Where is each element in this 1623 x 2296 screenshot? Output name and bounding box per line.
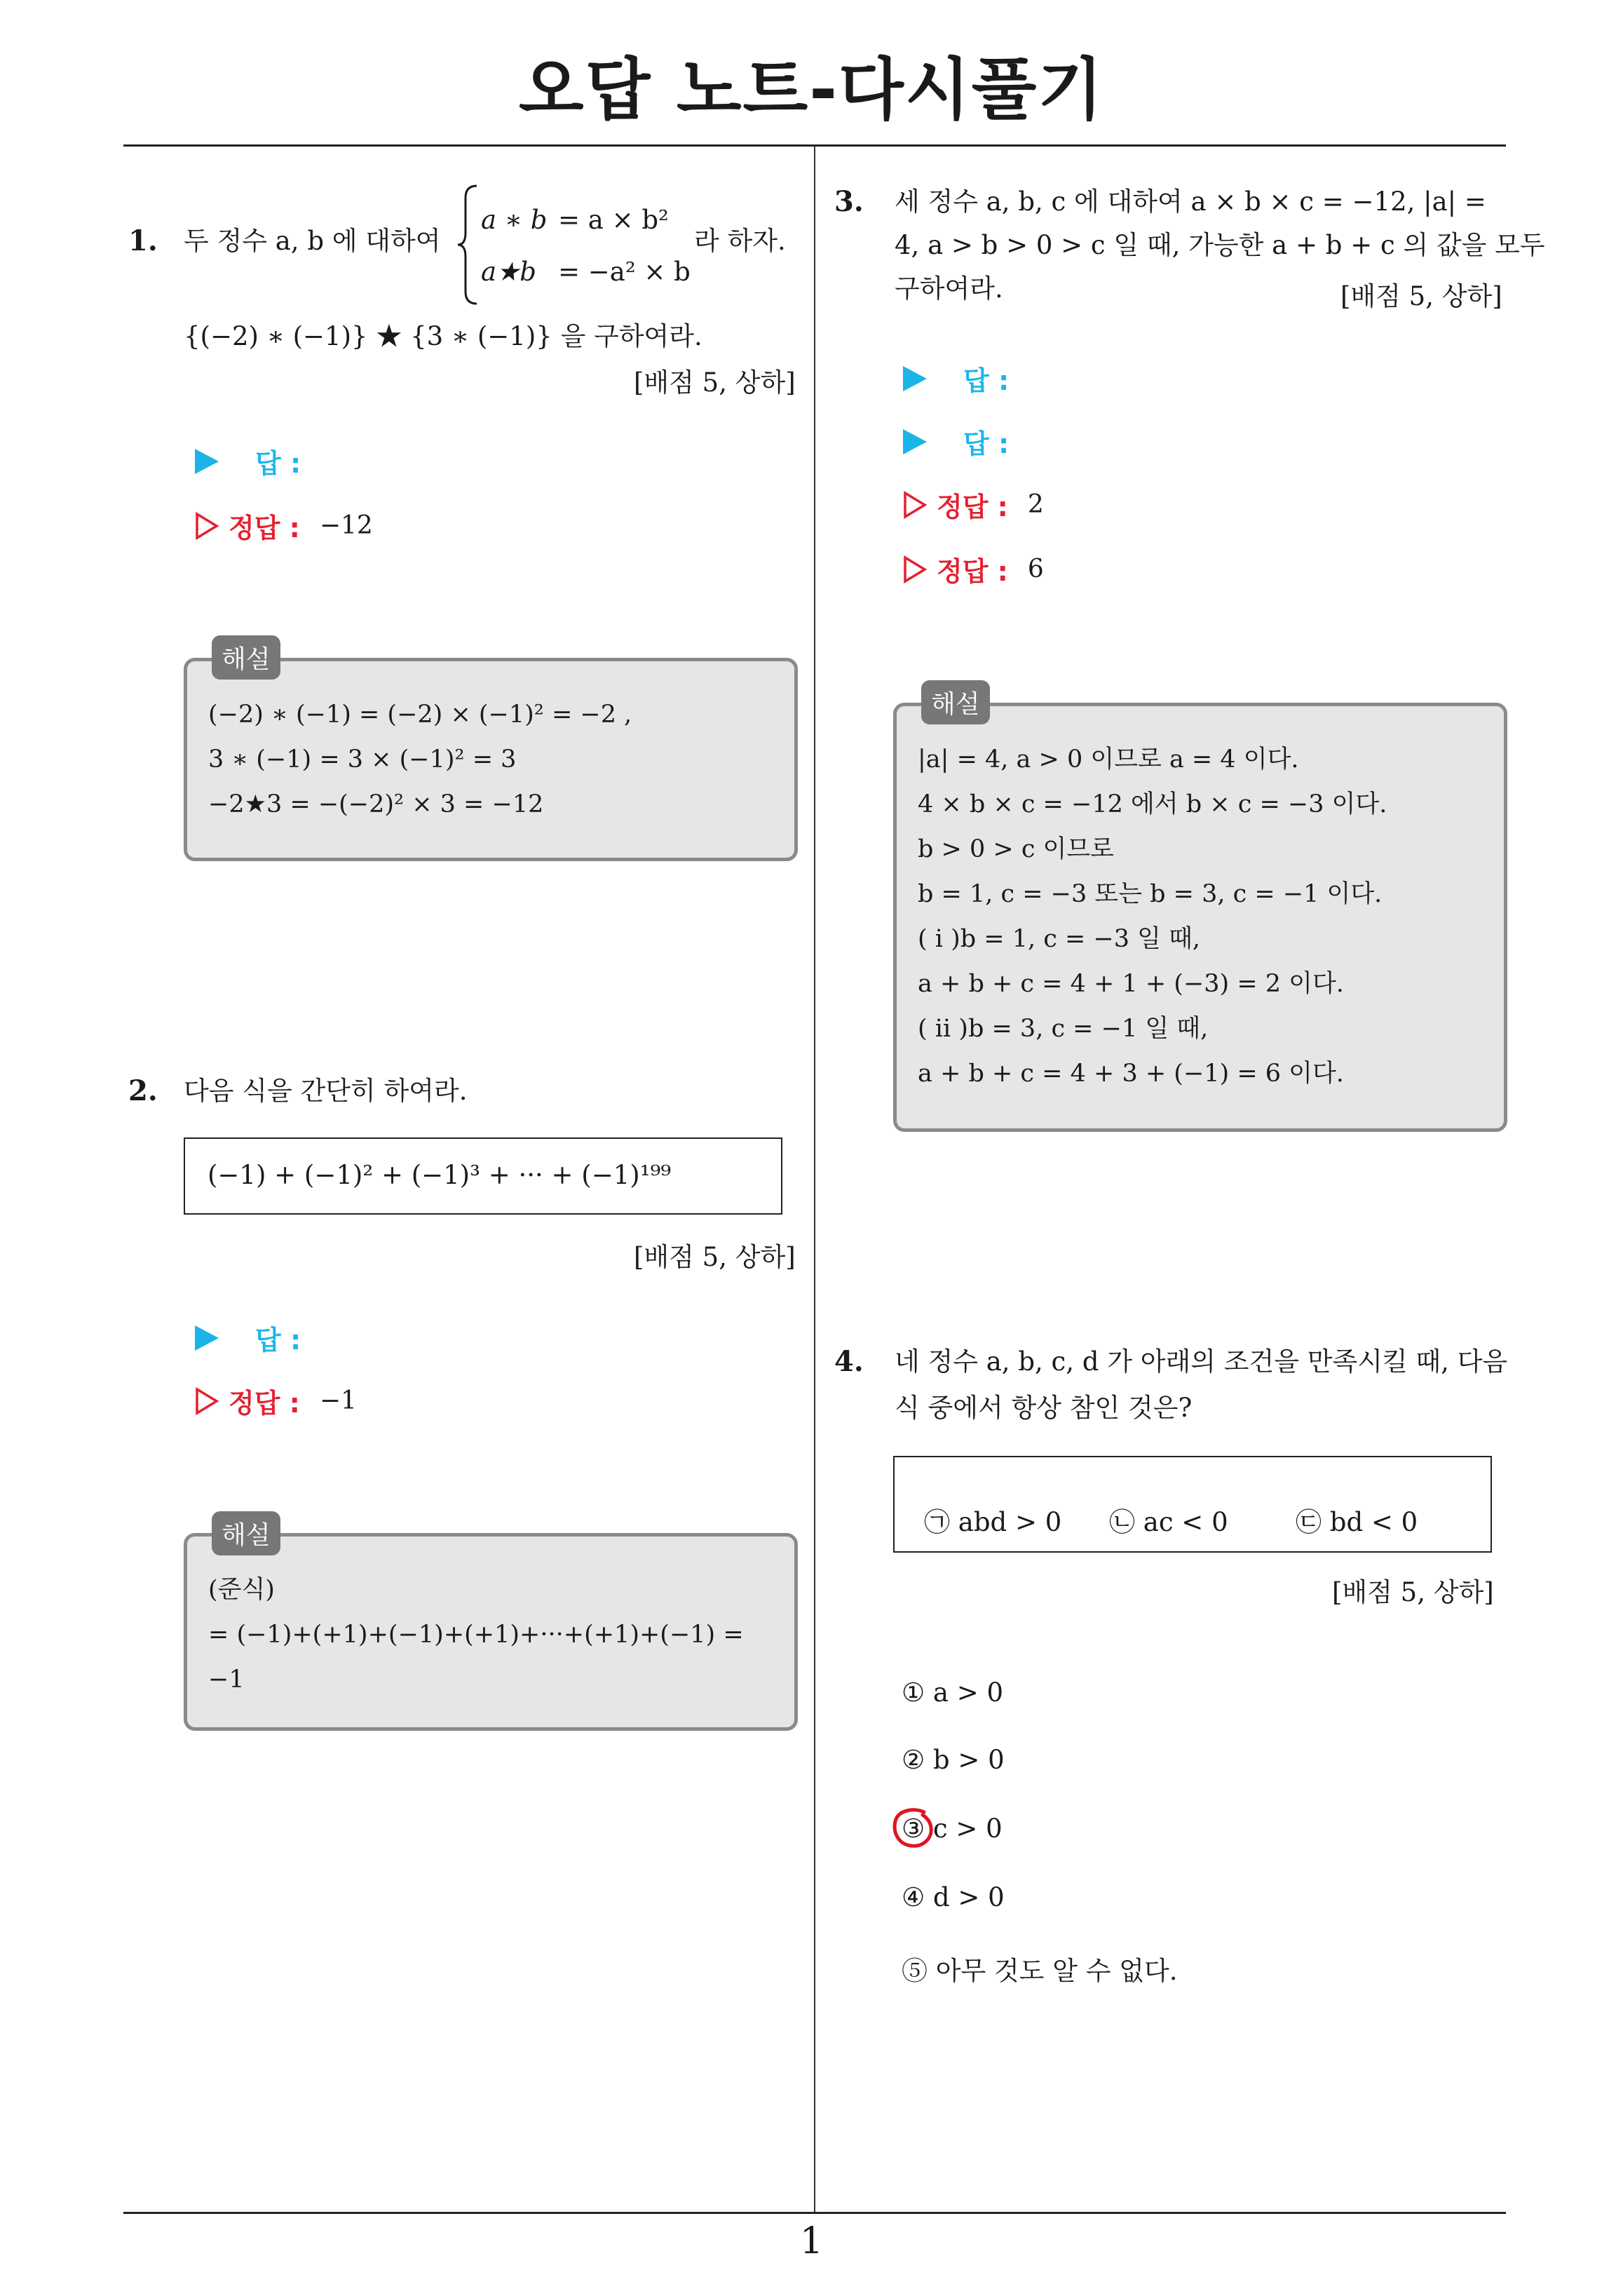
marked-circle-icon [890, 1807, 937, 1850]
solution-line: ( ii )b = 3, c = −1 일 때, [918, 1015, 1209, 1043]
solution-box [893, 703, 1507, 1132]
solution-line: (−2) ∗ (−1) = (−2) × (−1)² = −2 , [208, 701, 632, 729]
outline-marker-icon [903, 491, 927, 519]
answer-row [195, 1318, 301, 1357]
choice-2[interactable]: ② b > 0 [902, 1745, 1005, 1775]
solution-line: 4 × b × c = −12 에서 b × c = −3 이다. [918, 790, 1387, 818]
answer-label: 답 : [963, 365, 1010, 396]
solution-box [184, 1533, 798, 1731]
correct-answer-row [195, 1382, 357, 1420]
question-text: 네 정수 a, b, c, d 가 아래의 조건을 만족시킬 때, 다음 [895, 1346, 1508, 1377]
play-marker-icon [195, 1325, 219, 1351]
question-text: 식 중에서 항상 참인 것은? [895, 1393, 1193, 1423]
correct-answer-row [903, 550, 1044, 588]
score-meta: [배점 5, 상하] [1340, 281, 1502, 311]
condition-item: ㉢ bd < 0 [1296, 1507, 1418, 1537]
solution-line: −2★3 = −(−2)² × 3 = −12 [208, 790, 544, 818]
correct-value: 6 [1027, 555, 1044, 583]
question-expression: {(−2) ∗ (−1)} ★ {3 ∗ (−1)} 을 구하여라. [184, 321, 702, 351]
solution-box [184, 658, 798, 861]
solution-line: −1 [208, 1666, 245, 1694]
correct-label: 정답 : [937, 556, 1008, 587]
definition-rhs: = −a² × b [558, 257, 691, 287]
play-marker-icon [195, 449, 219, 474]
definition-lhs: a★b [481, 257, 536, 287]
solution-line: = (−1)+(+1)+(−1)+(+1)+···+(+1)+(−1) = [208, 1621, 744, 1649]
question-text: 다음 식을 간단히 하여라. [184, 1076, 468, 1106]
page-number: 1 [799, 2220, 824, 2262]
correct-value: −12 [319, 511, 373, 540]
solution-tag: 해설 [212, 1511, 280, 1555]
question-text: 세 정수 a, b, c 에 대하여 a × b × c = −12, |a| = [895, 187, 1486, 217]
solution-line: b = 1, c = −3 또는 b = 3, c = −1 이다. [918, 880, 1383, 908]
answer-label: 답 : [255, 1325, 301, 1356]
definition-lhs: a ∗ b [481, 205, 548, 235]
correct-value: −1 [319, 1386, 357, 1415]
left-brace-icon [456, 184, 480, 306]
outline-marker-icon [195, 1387, 219, 1415]
answer-row [195, 442, 301, 480]
condition-item: ㉡ ac < 0 [1109, 1507, 1228, 1537]
question-text: 4, a > b > 0 > c 일 때, 가능한 a + b + c 의 값을 모두 [895, 230, 1545, 260]
correct-label: 정답 : [229, 1388, 300, 1419]
correct-value: 2 [1027, 490, 1044, 519]
play-marker-icon [903, 429, 927, 454]
question-number: 4. [834, 1345, 864, 1378]
answer-label: 답 : [255, 448, 301, 479]
solution-line: a + b + c = 4 + 1 + (−3) = 2 이다. [918, 970, 1344, 998]
question-number: 1. [128, 224, 158, 257]
correct-label: 정답 : [937, 492, 1008, 522]
definition-rhs: = a × b² [558, 205, 669, 235]
choice-5[interactable]: ⑤ 아무 것도 알 수 없다. [902, 1956, 1178, 1986]
solution-tag: 해설 [921, 680, 990, 724]
correct-answer-row [195, 506, 373, 545]
correct-label: 정답 : [229, 513, 300, 543]
question-number: 3. [834, 185, 864, 218]
footer-rule [123, 2212, 1506, 2214]
score-meta: [배점 5, 상하] [1332, 1577, 1494, 1607]
column-divider [814, 147, 815, 2213]
condition-item: ㉠ abd > 0 [924, 1507, 1062, 1537]
solution-line: (준식) [208, 1576, 275, 1604]
boxed-expression: (−1) + (−1)² + (−1)³ + ··· + (−1)¹⁹⁹ [208, 1160, 672, 1190]
expression-box [184, 1137, 782, 1215]
outline-marker-icon [903, 555, 927, 583]
question-text: 두 정수 a, b 에 대하여 [184, 226, 441, 256]
conditions-box [893, 1456, 1492, 1553]
correct-answer-row [903, 485, 1044, 524]
answer-label: 답 : [963, 428, 1010, 459]
solution-line: |a| = 4, a > 0 이므로 a = 4 이다. [918, 745, 1299, 774]
question-number: 2. [128, 1074, 158, 1107]
score-meta: [배점 5, 상하] [634, 1242, 796, 1272]
score-meta: [배점 5, 상하] [634, 367, 796, 398]
solution-line: ( i )b = 1, c = −3 일 때, [918, 925, 1201, 953]
outline-marker-icon [195, 512, 219, 540]
choice-1[interactable]: ① a > 0 [902, 1677, 1004, 1708]
solution-line: 3 ∗ (−1) = 3 × (−1)² = 3 [208, 745, 517, 774]
question-text: 구하여라. [895, 274, 1003, 304]
solution-line: b > 0 > c 이므로 [918, 835, 1114, 863]
solution-tag: 해설 [212, 635, 280, 680]
answer-row [903, 422, 1009, 461]
solution-line: a + b + c = 4 + 3 + (−1) = 6 이다. [918, 1060, 1344, 1088]
question-text: 라 하자. [694, 226, 786, 256]
choice-4[interactable]: ④ d > 0 [902, 1882, 1005, 1912]
play-marker-icon [903, 366, 927, 391]
choice-3[interactable]: ③ c > 0 [902, 1814, 1003, 1844]
page-title: 오답 노트-다시풀기 [518, 50, 1105, 129]
answer-row [903, 359, 1009, 398]
